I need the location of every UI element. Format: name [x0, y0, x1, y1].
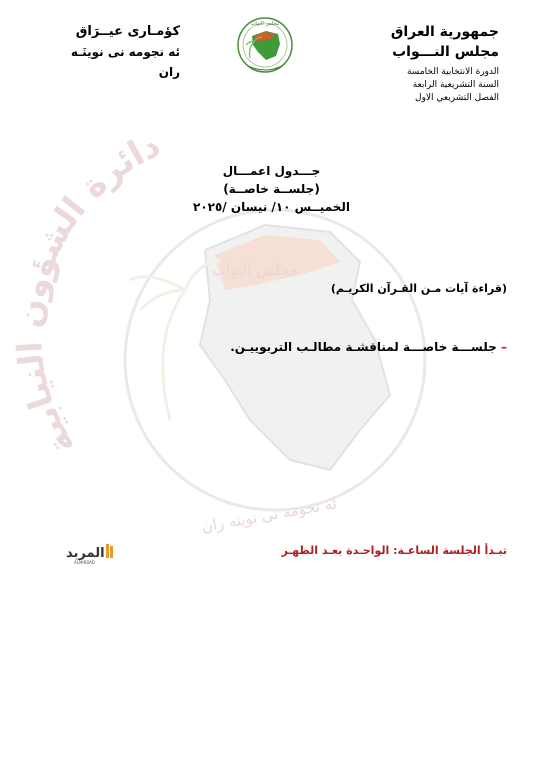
almirbad-sub: ALMIRBAD	[74, 560, 95, 565]
country-name: جمهورية العراق	[390, 24, 499, 40]
logo-label: مجلس النواب	[250, 21, 280, 27]
session-start-time: تبـدأ الجلسة الساعـة: الواحـدة بعـد الظهـر	[281, 544, 507, 557]
country-name-kurdish: كؤمـارى عيــرَاق	[75, 24, 180, 39]
watermark-sub-text: ئه نجومه نى نوينه ران	[200, 494, 339, 536]
agenda-heading: جـــدول اعمـــال	[222, 164, 321, 178]
watermark-top-text: مجلس النواب	[212, 261, 298, 279]
agenda-title	[0, 162, 543, 216]
session-line-1: الدورة الانتخابية الخامسة	[406, 67, 499, 77]
agenda-session-type: (جلســة خاصــة)	[223, 182, 320, 196]
agenda-item-2-text: جلســـة خاصـــة لمناقشـة مطالـب التربوييـن.	[230, 340, 497, 354]
header-right	[391, 22, 499, 105]
session-line-3: الفصل التشريعي الاول	[415, 93, 499, 103]
council-name-kurdish: ئه نجومه نى نوينَـه ران	[70, 45, 180, 79]
header-left	[62, 22, 180, 82]
parliament-logo	[236, 14, 294, 76]
council-name: مجلس النـــواب	[392, 44, 499, 60]
agenda-date: الخميــس ١٠/ نيسان /٢٠٢٥	[193, 200, 350, 214]
session-info	[391, 66, 499, 105]
agenda-item-1	[331, 282, 507, 295]
agenda-item-2-marker: –	[501, 340, 507, 354]
session-line-2: السنة التشريعية الرابعة	[412, 80, 499, 90]
agenda-item-2	[230, 340, 507, 354]
agenda-item-1-text: (قراءة آيات مـن القـرآن الكريـم)	[330, 282, 507, 295]
almirbad-logo	[66, 542, 116, 566]
watermark-arc-text: دائرة الشؤون النيابية	[9, 125, 167, 463]
almirbad-name: المربد	[66, 546, 105, 561]
